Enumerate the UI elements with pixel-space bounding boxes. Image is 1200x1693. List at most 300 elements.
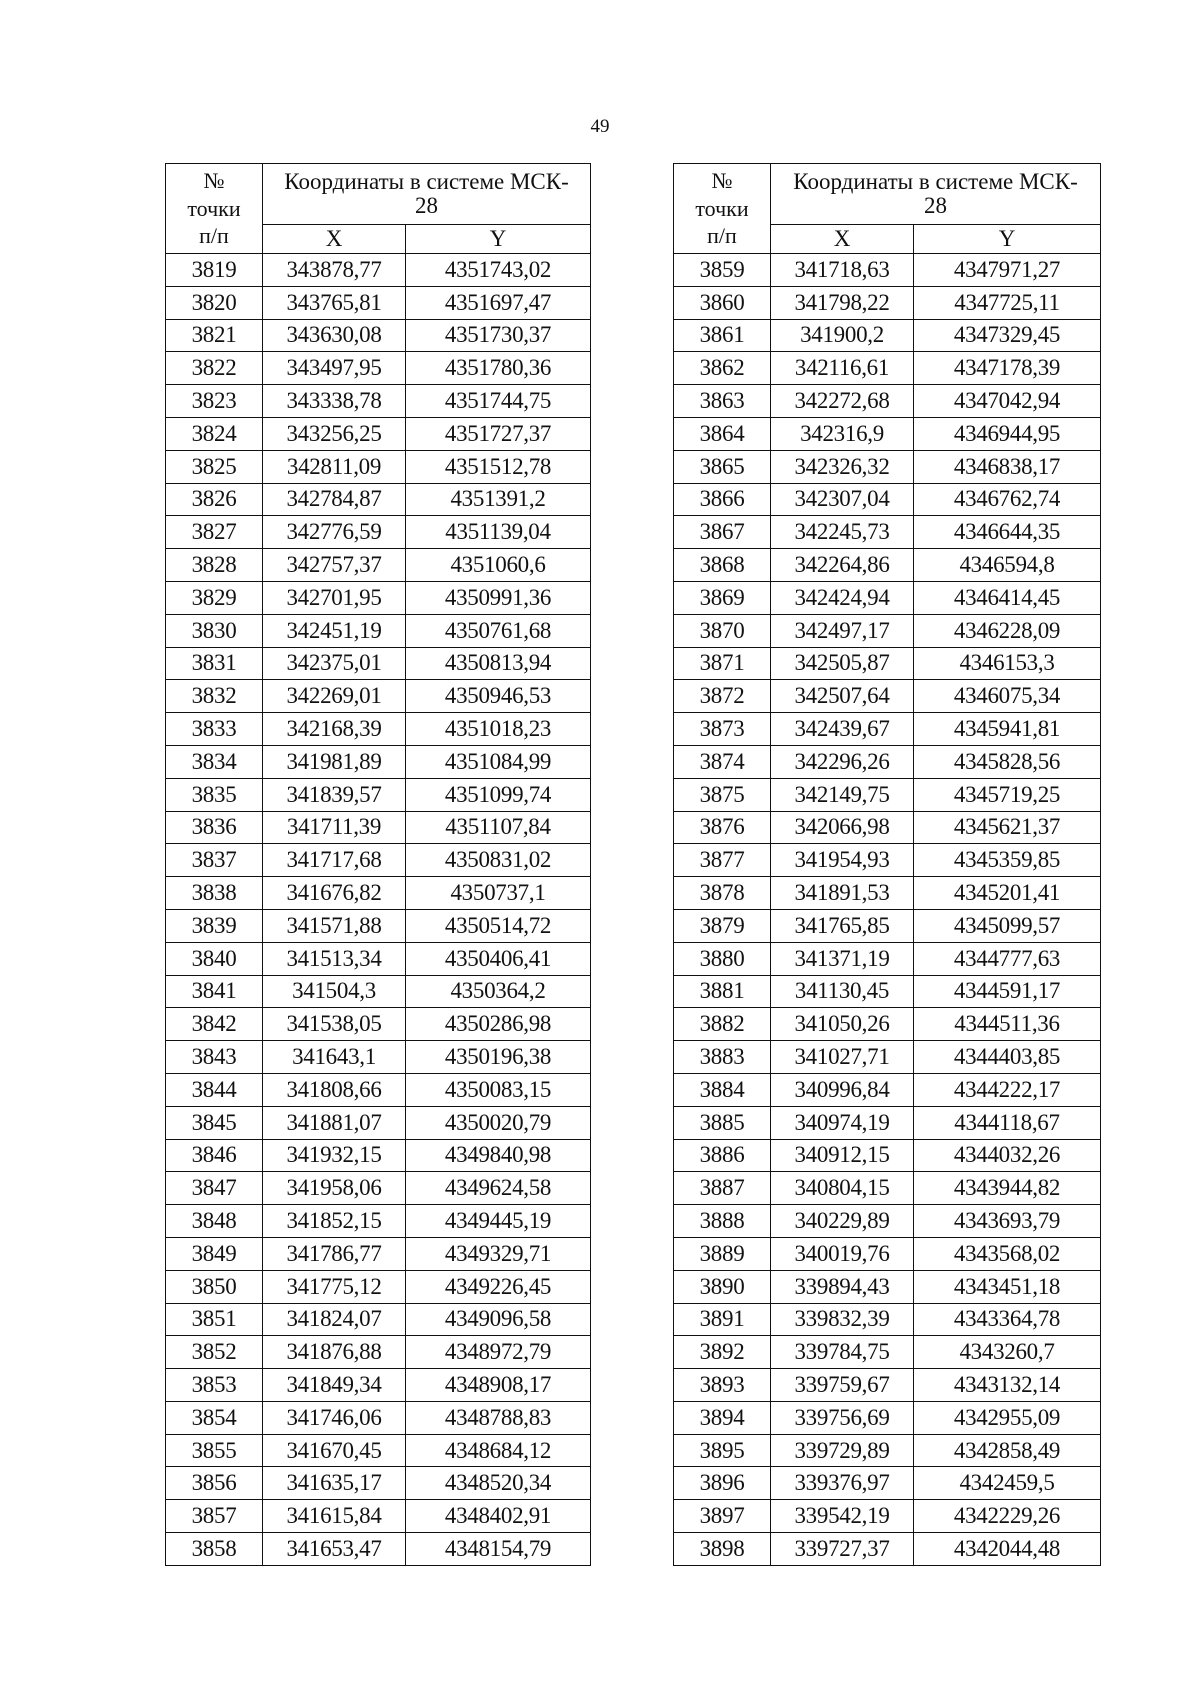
table-row <box>674 877 1101 910</box>
y-coordinate-cell: 4350286,98 <box>406 1008 591 1041</box>
x-coordinate-cell: 342776,59 <box>263 516 406 549</box>
point-number-cell: 3877 <box>674 844 771 877</box>
table-row <box>166 549 591 582</box>
point-number-cell: 3824 <box>166 417 263 450</box>
table-row <box>166 1041 591 1074</box>
y-coordinate-cell: 4349096,58 <box>406 1303 591 1336</box>
x-coordinate-cell: 339542,19 <box>771 1500 914 1533</box>
point-number-cell: 3875 <box>674 778 771 811</box>
point-number-cell: 3883 <box>674 1041 771 1074</box>
point-number-cell: 3831 <box>166 647 263 680</box>
table-row <box>166 483 591 516</box>
coordinates-header-line2: 28 <box>415 193 438 218</box>
y-coordinate-cell: 4346762,74 <box>914 483 1101 516</box>
y-coordinate-cell: 4344032,26 <box>914 1139 1101 1172</box>
x-coordinate-cell: 342149,75 <box>771 778 914 811</box>
coordinates-table-right <box>673 163 1101 1566</box>
table-row <box>166 1500 591 1533</box>
point-number-cell: 3889 <box>674 1237 771 1270</box>
table-row <box>166 450 591 483</box>
x-coordinate-cell: 341849,34 <box>263 1369 406 1402</box>
y-coordinate-cell: 4350020,79 <box>406 1106 591 1139</box>
table-row <box>166 1205 591 1238</box>
table-row <box>674 713 1101 746</box>
x-coordinate-cell: 342497,17 <box>771 614 914 647</box>
point-number-cell: 3848 <box>166 1205 263 1238</box>
x-coordinate-cell: 342505,87 <box>771 647 914 680</box>
y-coordinate-cell: 4348154,79 <box>406 1533 591 1566</box>
x-coordinate-cell: 342784,87 <box>263 483 406 516</box>
table-row <box>166 811 591 844</box>
x-coordinate-cell: 342439,67 <box>771 713 914 746</box>
y-coordinate-cell: 4345621,37 <box>914 811 1101 844</box>
table-row <box>674 1500 1101 1533</box>
x-coordinate-cell: 341900,2 <box>771 319 914 352</box>
coordinates-header <box>771 164 1101 225</box>
x-coordinate-cell: 339727,37 <box>771 1533 914 1566</box>
x-coordinate-cell: 342811,09 <box>263 450 406 483</box>
table-row <box>166 1303 591 1336</box>
point-number-header <box>674 164 771 254</box>
x-coordinate-cell: 343765,81 <box>263 286 406 319</box>
table-row <box>166 614 591 647</box>
table-row <box>674 1237 1101 1270</box>
point-number-cell: 3876 <box>674 811 771 844</box>
point-number-cell: 3858 <box>166 1533 263 1566</box>
point-number-cell: 3864 <box>674 417 771 450</box>
table-row <box>674 385 1101 418</box>
point-number-header <box>166 164 263 254</box>
table-row <box>674 647 1101 680</box>
table-row <box>674 1041 1101 1074</box>
y-coordinate-cell: 4350406,41 <box>406 942 591 975</box>
point-number-cell: 3897 <box>674 1500 771 1533</box>
y-coordinate-cell: 4343693,79 <box>914 1205 1101 1238</box>
y-coordinate-cell: 4343568,02 <box>914 1237 1101 1270</box>
point-number-cell: 3833 <box>166 713 263 746</box>
x-coordinate-cell: 341786,77 <box>263 1237 406 1270</box>
point-number-cell: 3849 <box>166 1237 263 1270</box>
y-coordinate-cell: 4351727,37 <box>406 417 591 450</box>
point-number-cell: 3823 <box>166 385 263 418</box>
point-number-cell: 3872 <box>674 680 771 713</box>
x-coordinate-cell: 342424,94 <box>771 581 914 614</box>
x-coordinate-cell: 341876,88 <box>263 1336 406 1369</box>
y-coordinate-cell: 4342955,09 <box>914 1401 1101 1434</box>
y-coordinate-cell: 4350831,02 <box>406 844 591 877</box>
x-coordinate-cell: 342326,32 <box>771 450 914 483</box>
table-row <box>166 844 591 877</box>
point-number-cell: 3859 <box>674 254 771 287</box>
point-number-cell: 3860 <box>674 286 771 319</box>
point-number-cell: 3852 <box>166 1336 263 1369</box>
y-coordinate-cell: 4347971,27 <box>914 254 1101 287</box>
x-coordinate-cell: 340229,89 <box>771 1205 914 1238</box>
y-coordinate-cell: 4346228,09 <box>914 614 1101 647</box>
point-number-cell: 3891 <box>674 1303 771 1336</box>
point-number-cell: 3838 <box>166 877 263 910</box>
point-number-cell: 3867 <box>674 516 771 549</box>
point-number-cell: 3829 <box>166 581 263 614</box>
point-number-cell: 3844 <box>166 1073 263 1106</box>
table-row <box>166 745 591 778</box>
table-row <box>166 1237 591 1270</box>
y-coordinate-cell: 4346944,95 <box>914 417 1101 450</box>
table-row <box>166 1073 591 1106</box>
table-row <box>674 254 1101 287</box>
x-coordinate-cell: 339759,67 <box>771 1369 914 1402</box>
y-coordinate-cell: 4349445,19 <box>406 1205 591 1238</box>
table-row <box>166 778 591 811</box>
x-coordinate-cell: 341615,84 <box>263 1500 406 1533</box>
point-number-cell: 3846 <box>166 1139 263 1172</box>
y-coordinate-cell: 4351099,74 <box>406 778 591 811</box>
point-number-cell: 3890 <box>674 1270 771 1303</box>
point-number-cell: 3819 <box>166 254 263 287</box>
y-coordinate-cell: 4348972,79 <box>406 1336 591 1369</box>
table-row <box>674 614 1101 647</box>
x-coordinate-cell: 341954,93 <box>771 844 914 877</box>
y-coordinate-cell: 4345201,41 <box>914 877 1101 910</box>
y-coordinate-cell: 4351107,84 <box>406 811 591 844</box>
table-row <box>166 647 591 680</box>
point-number-cell: 3834 <box>166 745 263 778</box>
y-coordinate-cell: 4351743,02 <box>406 254 591 287</box>
x-column-header: X <box>263 225 406 254</box>
y-coordinate-cell: 4350737,1 <box>406 877 591 910</box>
x-coordinate-cell: 341513,34 <box>263 942 406 975</box>
table-row <box>674 909 1101 942</box>
y-coordinate-cell: 4351060,6 <box>406 549 591 582</box>
point-number-cell: 3850 <box>166 1270 263 1303</box>
y-coordinate-cell: 4350083,15 <box>406 1073 591 1106</box>
point-number-cell: 3882 <box>674 1008 771 1041</box>
table-row <box>674 1205 1101 1238</box>
point-number-cell: 3845 <box>166 1106 263 1139</box>
y-coordinate-cell: 4343132,14 <box>914 1369 1101 1402</box>
point-number-cell: 3894 <box>674 1401 771 1434</box>
x-coordinate-cell: 342264,86 <box>771 549 914 582</box>
y-coordinate-cell: 4346594,8 <box>914 549 1101 582</box>
table-row <box>166 1336 591 1369</box>
x-coordinate-cell: 341932,15 <box>263 1139 406 1172</box>
x-coordinate-cell: 342116,61 <box>771 352 914 385</box>
point-number-cell: 3870 <box>674 614 771 647</box>
y-coordinate-cell: 4351512,78 <box>406 450 591 483</box>
y-coordinate-cell: 4342229,26 <box>914 1500 1101 1533</box>
point-number-cell: 3861 <box>674 319 771 352</box>
y-coordinate-cell: 4348788,83 <box>406 1401 591 1434</box>
table-row <box>166 417 591 450</box>
table-row <box>674 1073 1101 1106</box>
point-number-cell: 3822 <box>166 352 263 385</box>
x-coordinate-cell: 340912,15 <box>771 1139 914 1172</box>
y-coordinate-cell: 4346153,3 <box>914 647 1101 680</box>
point-number-cell: 3878 <box>674 877 771 910</box>
table-row <box>166 1008 591 1041</box>
y-coordinate-cell: 4343364,78 <box>914 1303 1101 1336</box>
x-coordinate-cell: 339376,97 <box>771 1467 914 1500</box>
table-row <box>674 1139 1101 1172</box>
point-number-cell: 3832 <box>166 680 263 713</box>
x-coordinate-cell: 342272,68 <box>771 385 914 418</box>
y-coordinate-cell: 4349840,98 <box>406 1139 591 1172</box>
point-number-cell: 3865 <box>674 450 771 483</box>
table-row <box>674 1008 1101 1041</box>
table-row <box>674 975 1101 1008</box>
point-label: точки <box>187 195 241 221</box>
table-row <box>166 942 591 975</box>
x-coordinate-cell: 339729,89 <box>771 1434 914 1467</box>
y-coordinate-cell: 4344591,17 <box>914 975 1101 1008</box>
point-number-cell: 3847 <box>166 1172 263 1205</box>
number-sign: № <box>711 168 733 194</box>
x-coordinate-cell: 342168,39 <box>263 713 406 746</box>
right-table-body <box>674 254 1101 1566</box>
y-coordinate-cell: 4350514,72 <box>406 909 591 942</box>
x-coordinate-cell: 340974,19 <box>771 1106 914 1139</box>
x-coordinate-cell: 341538,05 <box>263 1008 406 1041</box>
y-coordinate-cell: 4344222,17 <box>914 1073 1101 1106</box>
x-coordinate-cell: 341571,88 <box>263 909 406 942</box>
point-number-cell: 3895 <box>674 1434 771 1467</box>
point-number-cell: 3843 <box>166 1041 263 1074</box>
x-coordinate-cell: 342757,37 <box>263 549 406 582</box>
table-row <box>166 909 591 942</box>
x-coordinate-cell: 341881,07 <box>263 1106 406 1139</box>
x-coordinate-cell: 342066,98 <box>771 811 914 844</box>
point-number-cell: 3866 <box>674 483 771 516</box>
coordinates-header-line2: 28 <box>924 193 947 218</box>
y-coordinate-cell: 4351391,2 <box>406 483 591 516</box>
x-coordinate-cell: 341635,17 <box>263 1467 406 1500</box>
x-coordinate-cell: 343338,78 <box>263 385 406 418</box>
table-row <box>674 483 1101 516</box>
table-row <box>674 417 1101 450</box>
table-row <box>674 1533 1101 1566</box>
y-coordinate-cell: 4345099,57 <box>914 909 1101 942</box>
y-coordinate-cell: 4342858,49 <box>914 1434 1101 1467</box>
x-coordinate-cell: 341371,19 <box>771 942 914 975</box>
point-number-cell: 3827 <box>166 516 263 549</box>
point-number-cell: 3841 <box>166 975 263 1008</box>
table-row <box>674 942 1101 975</box>
point-number-cell: 3820 <box>166 286 263 319</box>
point-number-cell: 3857 <box>166 1500 263 1533</box>
x-coordinate-cell: 341808,66 <box>263 1073 406 1106</box>
y-coordinate-cell: 4351084,99 <box>406 745 591 778</box>
y-coordinate-cell: 4349624,58 <box>406 1172 591 1205</box>
x-coordinate-cell: 341670,45 <box>263 1434 406 1467</box>
point-number-cell: 3888 <box>674 1205 771 1238</box>
table-row <box>674 778 1101 811</box>
x-coordinate-cell: 343630,08 <box>263 319 406 352</box>
y-coordinate-cell: 4344403,85 <box>914 1041 1101 1074</box>
coordinates-header-line1: Координаты в системе МСК- <box>284 168 569 194</box>
coordinates-table-left <box>165 163 591 1566</box>
y-coordinate-cell: 4349226,45 <box>406 1270 591 1303</box>
x-coordinate-cell: 340996,84 <box>771 1073 914 1106</box>
y-coordinate-cell: 4344118,67 <box>914 1106 1101 1139</box>
y-coordinate-cell: 4345941,81 <box>914 713 1101 746</box>
table-row <box>166 581 591 614</box>
x-coordinate-cell: 341718,63 <box>771 254 914 287</box>
table-row <box>166 516 591 549</box>
table-row <box>166 385 591 418</box>
x-coordinate-cell: 342296,26 <box>771 745 914 778</box>
point-number-cell: 3873 <box>674 713 771 746</box>
y-coordinate-cell: 4350761,68 <box>406 614 591 647</box>
x-coordinate-cell: 341824,07 <box>263 1303 406 1336</box>
point-number-cell: 3887 <box>674 1172 771 1205</box>
point-number-cell: 3842 <box>166 1008 263 1041</box>
x-coordinate-cell: 343878,77 <box>263 254 406 287</box>
ordinal-label: п/п <box>199 223 229 249</box>
y-coordinate-cell: 4343260,7 <box>914 1336 1101 1369</box>
table-row <box>674 1467 1101 1500</box>
x-coordinate-cell: 341746,06 <box>263 1401 406 1434</box>
y-coordinate-cell: 4348520,34 <box>406 1467 591 1500</box>
point-number-cell: 3853 <box>166 1369 263 1402</box>
point-number-cell: 3821 <box>166 319 263 352</box>
page-number: 49 <box>590 116 610 137</box>
table-row <box>166 1467 591 1500</box>
number-sign: № <box>203 168 225 194</box>
x-coordinate-cell: 342701,95 <box>263 581 406 614</box>
y-coordinate-cell: 4350813,94 <box>406 647 591 680</box>
x-coordinate-cell: 340804,15 <box>771 1172 914 1205</box>
y-coordinate-cell: 4347725,11 <box>914 286 1101 319</box>
x-coordinate-cell: 342316,9 <box>771 417 914 450</box>
y-coordinate-cell: 4348908,17 <box>406 1369 591 1402</box>
table-row <box>674 549 1101 582</box>
point-number-cell: 3884 <box>674 1073 771 1106</box>
table-row <box>674 1369 1101 1402</box>
point-number-cell: 3855 <box>166 1434 263 1467</box>
x-coordinate-cell: 341775,12 <box>263 1270 406 1303</box>
y-coordinate-cell: 4343451,18 <box>914 1270 1101 1303</box>
table-row <box>674 1303 1101 1336</box>
ordinal-label: п/п <box>707 223 737 249</box>
y-coordinate-cell: 4350196,38 <box>406 1041 591 1074</box>
point-number-cell: 3826 <box>166 483 263 516</box>
point-number-cell: 3868 <box>674 549 771 582</box>
coordinates-header <box>263 164 591 225</box>
table-row <box>166 1172 591 1205</box>
table-row <box>166 975 591 1008</box>
x-coordinate-cell: 342269,01 <box>263 680 406 713</box>
y-coordinate-cell: 4344511,36 <box>914 1008 1101 1041</box>
table-row <box>166 680 591 713</box>
point-number-cell: 3863 <box>674 385 771 418</box>
x-coordinate-cell: 341027,71 <box>771 1041 914 1074</box>
y-coordinate-cell: 4351018,23 <box>406 713 591 746</box>
point-number-cell: 3856 <box>166 1467 263 1500</box>
y-column-header: Y <box>914 225 1101 254</box>
table-row <box>166 1270 591 1303</box>
point-number-cell: 3871 <box>674 647 771 680</box>
y-column-header: Y <box>406 225 591 254</box>
x-coordinate-cell: 342245,73 <box>771 516 914 549</box>
table-row <box>674 286 1101 319</box>
point-number-cell: 3886 <box>674 1139 771 1172</box>
table-row <box>674 680 1101 713</box>
x-coordinate-cell: 341765,85 <box>771 909 914 942</box>
table-row <box>674 745 1101 778</box>
table-row <box>674 1106 1101 1139</box>
y-coordinate-cell: 4346075,34 <box>914 680 1101 713</box>
point-number-cell: 3851 <box>166 1303 263 1336</box>
y-coordinate-cell: 4345719,25 <box>914 778 1101 811</box>
table-row <box>674 581 1101 614</box>
y-coordinate-cell: 4347042,94 <box>914 385 1101 418</box>
table-row <box>166 1369 591 1402</box>
point-number-cell: 3836 <box>166 811 263 844</box>
table-row <box>674 811 1101 844</box>
table-row <box>166 286 591 319</box>
x-coordinate-cell: 341798,22 <box>771 286 914 319</box>
point-number-cell: 3893 <box>674 1369 771 1402</box>
point-number-cell: 3892 <box>674 1336 771 1369</box>
table-row <box>166 319 591 352</box>
table-row <box>674 1401 1101 1434</box>
x-coordinate-cell: 340019,76 <box>771 1237 914 1270</box>
x-coordinate-cell: 339756,69 <box>771 1401 914 1434</box>
point-number-cell: 3854 <box>166 1401 263 1434</box>
point-number-cell: 3880 <box>674 942 771 975</box>
x-coordinate-cell: 342307,04 <box>771 483 914 516</box>
y-coordinate-cell: 4343944,82 <box>914 1172 1101 1205</box>
x-coordinate-cell: 341958,06 <box>263 1172 406 1205</box>
point-number-cell: 3885 <box>674 1106 771 1139</box>
y-coordinate-cell: 4342044,48 <box>914 1533 1101 1566</box>
y-coordinate-cell: 4350946,53 <box>406 680 591 713</box>
x-coordinate-cell: 341839,57 <box>263 778 406 811</box>
y-coordinate-cell: 4350364,2 <box>406 975 591 1008</box>
point-number-cell: 3835 <box>166 778 263 811</box>
point-number-cell: 3828 <box>166 549 263 582</box>
x-coordinate-cell: 339832,39 <box>771 1303 914 1336</box>
table-row <box>674 1434 1101 1467</box>
y-coordinate-cell: 4347329,45 <box>914 319 1101 352</box>
y-coordinate-cell: 4344777,63 <box>914 942 1101 975</box>
y-coordinate-cell: 4347178,39 <box>914 352 1101 385</box>
x-coordinate-cell: 341717,68 <box>263 844 406 877</box>
point-number-cell: 3869 <box>674 581 771 614</box>
x-coordinate-cell: 341050,26 <box>771 1008 914 1041</box>
point-number-cell: 3840 <box>166 942 263 975</box>
x-coordinate-cell: 343497,95 <box>263 352 406 385</box>
y-coordinate-cell: 4351730,37 <box>406 319 591 352</box>
y-coordinate-cell: 4346414,45 <box>914 581 1101 614</box>
table-row <box>166 1139 591 1172</box>
x-coordinate-cell: 339894,43 <box>771 1270 914 1303</box>
x-coordinate-cell: 341852,15 <box>263 1205 406 1238</box>
table-row <box>674 844 1101 877</box>
table-row <box>674 1336 1101 1369</box>
table-row <box>166 254 591 287</box>
x-coordinate-cell: 341711,39 <box>263 811 406 844</box>
point-number-cell: 3830 <box>166 614 263 647</box>
y-coordinate-cell: 4346838,17 <box>914 450 1101 483</box>
point-number-cell: 3898 <box>674 1533 771 1566</box>
y-coordinate-cell: 4349329,71 <box>406 1237 591 1270</box>
x-coordinate-cell: 341676,82 <box>263 877 406 910</box>
point-number-cell: 3881 <box>674 975 771 1008</box>
x-coordinate-cell: 341504,3 <box>263 975 406 1008</box>
table-row <box>674 352 1101 385</box>
table-row <box>166 352 591 385</box>
